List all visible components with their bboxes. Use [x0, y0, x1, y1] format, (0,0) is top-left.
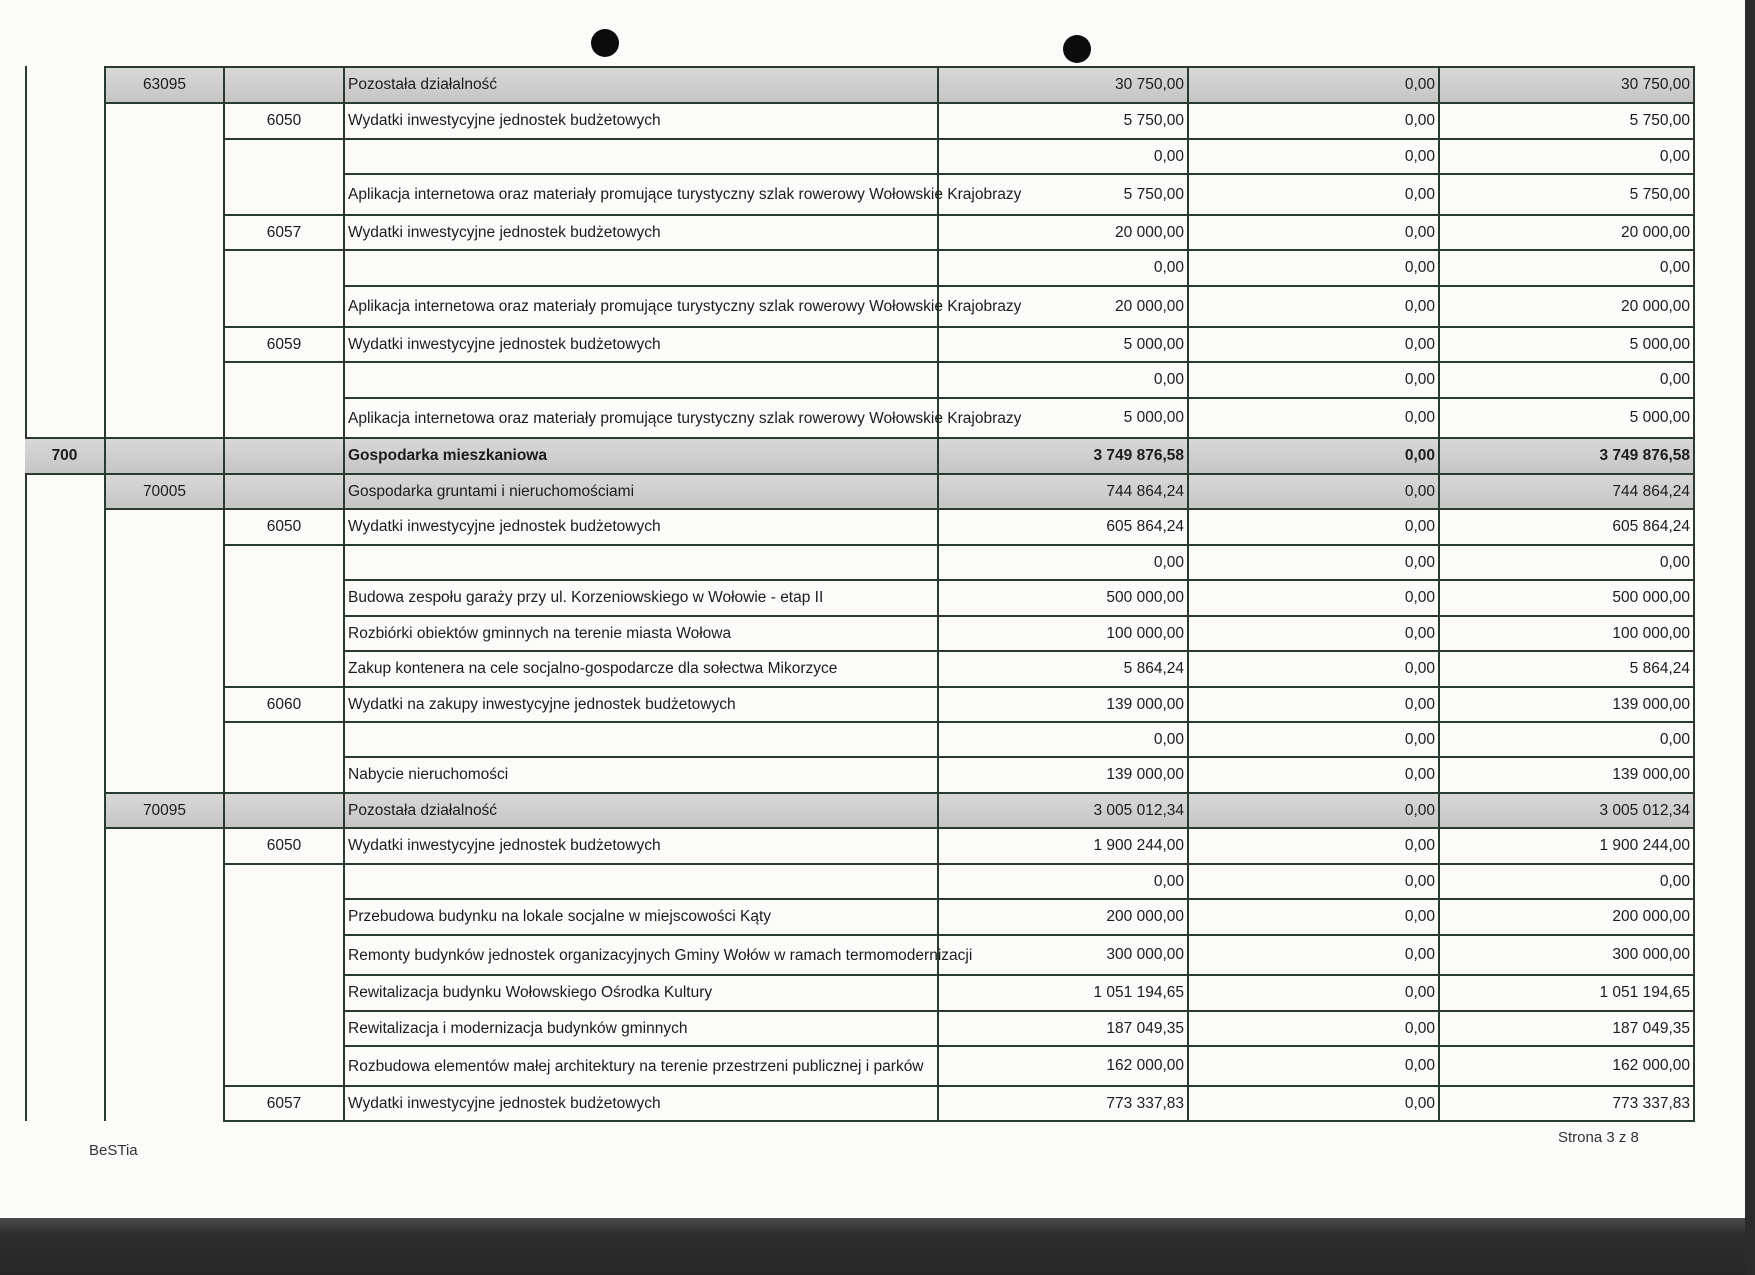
task-name: Pozostała działalność — [344, 67, 938, 103]
paragraf-blank — [224, 864, 344, 899]
amount-after: 200 000,00 — [1439, 899, 1694, 935]
amount-plan: 0,00 — [938, 722, 1188, 757]
amount-after: 1 051 194,65 — [1439, 975, 1694, 1011]
dzial-blank — [25, 1086, 105, 1121]
dzial-blank — [25, 509, 105, 545]
task-name: Wydatki inwestycyjne jednostek budżetowych — [344, 509, 938, 545]
table-row — [25, 174, 1694, 215]
amount-change: 0,00 — [1188, 1011, 1439, 1046]
task-name: Gospodarka mieszkaniowa — [344, 438, 938, 474]
amount-plan: 5 000,00 — [938, 398, 1188, 438]
dzial-blank — [25, 793, 105, 828]
dzial-blank — [25, 975, 105, 1011]
amount-after: 744 864,24 — [1439, 474, 1694, 509]
amount-plan: 5 750,00 — [938, 174, 1188, 215]
task-name: Zakup kontenera na cele socjalno-gospodarcze dla sołectwa Mikorzyce — [344, 651, 938, 687]
dzial-blank — [25, 67, 105, 103]
table-row — [25, 103, 1694, 139]
paragraf-blank — [224, 362, 344, 398]
page-number: Strona 3 z 8 — [1558, 1129, 1639, 1146]
amount-change: 0,00 — [1188, 362, 1439, 398]
amount-after: 1 900 244,00 — [1439, 828, 1694, 864]
amount-plan: 139 000,00 — [938, 757, 1188, 793]
paragraf-blank — [224, 975, 344, 1011]
amount-plan: 200 000,00 — [938, 899, 1188, 935]
dzial-blank — [25, 864, 105, 899]
amount-after: 0,00 — [1439, 139, 1694, 174]
amount-plan: 773 337,83 — [938, 1086, 1188, 1121]
rozdzial-blank — [105, 757, 224, 793]
rozdzial-blank — [105, 545, 224, 580]
table-row — [25, 580, 1694, 616]
rozdzial-blank — [105, 1011, 224, 1046]
task-name — [344, 362, 938, 398]
amount-change: 0,00 — [1188, 67, 1439, 103]
amount-change: 0,00 — [1188, 899, 1439, 935]
amount-plan: 0,00 — [938, 545, 1188, 580]
rozdzial-blank — [105, 651, 224, 687]
task-name: Aplikacja internetowa oraz materiały promujące turystyczny szlak rowerowy Wołowskie Krajobrazy — [344, 174, 938, 215]
amount-change: 0,00 — [1188, 975, 1439, 1011]
amount-after: 0,00 — [1439, 864, 1694, 899]
dzial-blank — [25, 899, 105, 935]
amount-plan: 744 864,24 — [938, 474, 1188, 509]
dzial-blank — [25, 139, 105, 174]
amount-plan: 3 749 876,58 — [938, 438, 1188, 474]
table-row — [25, 975, 1694, 1011]
amount-after: 605 864,24 — [1439, 509, 1694, 545]
rozdzial-blank — [105, 935, 224, 975]
dzial-blank — [25, 580, 105, 616]
amount-after: 5 750,00 — [1439, 103, 1694, 139]
rozdzial-blank — [105, 899, 224, 935]
amount-change: 0,00 — [1188, 509, 1439, 545]
task-name — [344, 864, 938, 899]
dzial-blank — [25, 103, 105, 139]
amount-after: 5 864,24 — [1439, 651, 1694, 687]
amount-after: 773 337,83 — [1439, 1086, 1694, 1121]
amount-change: 0,00 — [1188, 1046, 1439, 1086]
paragraf-blank — [224, 286, 344, 327]
dzial-blank — [25, 1046, 105, 1086]
table-row — [25, 722, 1694, 757]
paragraf-blank — [224, 899, 344, 935]
table-row — [25, 651, 1694, 687]
amount-plan: 30 750,00 — [938, 67, 1188, 103]
amount-change: 0,00 — [1188, 250, 1439, 286]
table-row — [25, 757, 1694, 793]
amount-after: 20 000,00 — [1439, 215, 1694, 250]
paragraf-blank — [224, 1046, 344, 1086]
dzial-blank — [25, 327, 105, 362]
dzial-blank — [25, 757, 105, 793]
amount-after: 0,00 — [1439, 250, 1694, 286]
table-row — [25, 327, 1694, 362]
amount-after: 139 000,00 — [1439, 687, 1694, 722]
paragraf-code: 6059 — [224, 327, 344, 362]
rozdzial-code: 70095 — [105, 793, 224, 828]
paragraf-blank — [224, 545, 344, 580]
amount-change: 0,00 — [1188, 616, 1439, 651]
table-row — [25, 864, 1694, 899]
amount-plan: 605 864,24 — [938, 509, 1188, 545]
paragraf-code: 6060 — [224, 687, 344, 722]
rozdzial-code: 70005 — [105, 474, 224, 509]
table-row — [25, 899, 1694, 935]
rozdzial-blank — [105, 1046, 224, 1086]
punch-hole-left — [591, 29, 619, 57]
amount-change: 0,00 — [1188, 864, 1439, 899]
paragraf-blank — [224, 722, 344, 757]
dzial-blank — [25, 935, 105, 975]
amount-plan: 0,00 — [938, 864, 1188, 899]
dzial-blank — [25, 215, 105, 250]
task-name: Nabycie nieruchomości — [344, 757, 938, 793]
amount-change: 0,00 — [1188, 474, 1439, 509]
paragraf-code — [224, 67, 344, 103]
table-row — [25, 398, 1694, 438]
paragraf-blank — [224, 174, 344, 215]
amount-plan: 5 000,00 — [938, 327, 1188, 362]
task-name — [344, 722, 938, 757]
task-name: Remonty budynków jednostek organizacyjnych Gminy Wołów w ramach termomodernizacji — [344, 935, 938, 975]
amount-plan: 1 051 194,65 — [938, 975, 1188, 1011]
dzial-blank — [25, 474, 105, 509]
task-name: Rewitalizacja i modernizacja budynków gminnych — [344, 1011, 938, 1046]
table-row — [25, 935, 1694, 975]
table-body — [25, 67, 1694, 1121]
rozdzial-blank — [105, 327, 224, 362]
task-name — [344, 139, 938, 174]
paragraf-blank — [224, 1011, 344, 1046]
rozdzial-blank — [105, 828, 224, 864]
amount-after: 0,00 — [1439, 362, 1694, 398]
amount-change: 0,00 — [1188, 398, 1439, 438]
paragraf-blank — [224, 935, 344, 975]
rozdzial-blank — [105, 580, 224, 616]
table-row — [25, 616, 1694, 651]
task-name: Przebudowa budynku na lokale socjalne w miejscowości Kąty — [344, 899, 938, 935]
amount-change: 0,00 — [1188, 327, 1439, 362]
paragraf-blank — [224, 580, 344, 616]
table-row — [25, 438, 1694, 474]
amount-plan: 100 000,00 — [938, 616, 1188, 651]
table-row — [25, 250, 1694, 286]
amount-change: 0,00 — [1188, 215, 1439, 250]
amount-after: 5 750,00 — [1439, 174, 1694, 215]
amount-plan: 300 000,00 — [938, 935, 1188, 975]
amount-after: 187 049,35 — [1439, 1011, 1694, 1046]
table-row — [25, 509, 1694, 545]
amount-plan: 500 000,00 — [938, 580, 1188, 616]
rozdzial-code — [105, 438, 224, 474]
scanner-edge — [1745, 0, 1755, 1275]
task-name: Pozostała działalność — [344, 793, 938, 828]
task-name: Wydatki inwestycyjne jednostek budżetowych — [344, 215, 938, 250]
amount-after: 500 000,00 — [1439, 580, 1694, 616]
amount-change: 0,00 — [1188, 757, 1439, 793]
rozdzial-blank — [105, 398, 224, 438]
amount-after: 3 749 876,58 — [1439, 438, 1694, 474]
paragraf-code — [224, 793, 344, 828]
table-row — [25, 1046, 1694, 1086]
task-name: Rozbiórki obiektów gminnych na terenie miasta Wołowa — [344, 616, 938, 651]
amount-change: 0,00 — [1188, 722, 1439, 757]
amount-change: 0,00 — [1188, 286, 1439, 327]
rozdzial-blank — [105, 215, 224, 250]
expenditure-table — [25, 66, 1695, 1122]
amount-plan: 20 000,00 — [938, 215, 1188, 250]
amount-change: 0,00 — [1188, 174, 1439, 215]
rozdzial-blank — [105, 286, 224, 327]
paragraf-code: 6050 — [224, 828, 344, 864]
task-name: Aplikacja internetowa oraz materiały promujące turystyczny szlak rowerowy Wołowskie Krajobrazy — [344, 286, 938, 327]
rozdzial-code: 63095 — [105, 67, 224, 103]
dzial-blank — [25, 828, 105, 864]
paragraf-blank — [224, 250, 344, 286]
amount-plan: 5 864,24 — [938, 651, 1188, 687]
dzial-code: 700 — [25, 438, 105, 474]
amount-plan: 162 000,00 — [938, 1046, 1188, 1086]
amount-change: 0,00 — [1188, 545, 1439, 580]
dzial-blank — [25, 616, 105, 651]
table-row — [25, 1086, 1694, 1121]
paragraf-code: 6057 — [224, 215, 344, 250]
table-row — [25, 362, 1694, 398]
amount-after: 300 000,00 — [1439, 935, 1694, 975]
dzial-blank — [25, 250, 105, 286]
rozdzial-blank — [105, 687, 224, 722]
amount-plan: 20 000,00 — [938, 286, 1188, 327]
dzial-blank — [25, 362, 105, 398]
table-row — [25, 1011, 1694, 1046]
amount-plan: 0,00 — [938, 362, 1188, 398]
amount-after: 162 000,00 — [1439, 1046, 1694, 1086]
software-label: BeSTia — [89, 1142, 138, 1159]
paragraf-blank — [224, 139, 344, 174]
rozdzial-blank — [105, 139, 224, 174]
rozdzial-blank — [105, 616, 224, 651]
amount-change: 0,00 — [1188, 935, 1439, 975]
table-row — [25, 474, 1694, 509]
rozdzial-blank — [105, 864, 224, 899]
dzial-blank — [25, 286, 105, 327]
dzial-blank — [25, 651, 105, 687]
amount-after: 3 005 012,34 — [1439, 793, 1694, 828]
amount-plan: 5 750,00 — [938, 103, 1188, 139]
amount-change: 0,00 — [1188, 1086, 1439, 1121]
task-name: Rozbudowa elementów małej architektury na terenie przestrzeni publicznej i parków — [344, 1046, 938, 1086]
rozdzial-blank — [105, 722, 224, 757]
amount-change: 0,00 — [1188, 580, 1439, 616]
task-name: Budowa zespołu garaży przy ul. Korzeniowskiego w Wołowie - etap II — [344, 580, 938, 616]
amount-change: 0,00 — [1188, 103, 1439, 139]
table-row — [25, 67, 1694, 103]
amount-after: 20 000,00 — [1439, 286, 1694, 327]
amount-plan: 1 900 244,00 — [938, 828, 1188, 864]
amount-plan: 139 000,00 — [938, 687, 1188, 722]
paragraf-code — [224, 474, 344, 509]
table-row — [25, 215, 1694, 250]
amount-change: 0,00 — [1188, 651, 1439, 687]
rozdzial-blank — [105, 509, 224, 545]
amount-plan: 0,00 — [938, 250, 1188, 286]
table-row — [25, 545, 1694, 580]
amount-change: 0,00 — [1188, 687, 1439, 722]
amount-change: 0,00 — [1188, 438, 1439, 474]
paragraf-code — [224, 438, 344, 474]
amount-change: 0,00 — [1188, 139, 1439, 174]
paragraf-blank — [224, 757, 344, 793]
rozdzial-blank — [105, 250, 224, 286]
amount-after: 139 000,00 — [1439, 757, 1694, 793]
rozdzial-blank — [105, 362, 224, 398]
task-name: Gospodarka gruntami i nieruchomościami — [344, 474, 938, 509]
dzial-blank — [25, 1011, 105, 1046]
dzial-blank — [25, 174, 105, 215]
paragraf-blank — [224, 616, 344, 651]
dzial-blank — [25, 722, 105, 757]
task-name: Aplikacja internetowa oraz materiały promujące turystyczny szlak rowerowy Wołowskie Krajobrazy — [344, 398, 938, 438]
dzial-blank — [25, 398, 105, 438]
table-row — [25, 793, 1694, 828]
task-name: Rewitalizacja budynku Wołowskiego Ośrodka Kultury — [344, 975, 938, 1011]
scanner-background — [0, 1218, 1755, 1275]
paragraf-blank — [224, 398, 344, 438]
rozdzial-blank — [105, 174, 224, 215]
amount-plan: 0,00 — [938, 139, 1188, 174]
rozdzial-blank — [105, 1086, 224, 1121]
amount-after: 0,00 — [1439, 722, 1694, 757]
amount-plan: 3 005 012,34 — [938, 793, 1188, 828]
amount-after: 0,00 — [1439, 545, 1694, 580]
rozdzial-blank — [105, 975, 224, 1011]
dzial-blank — [25, 545, 105, 580]
task-name: Wydatki inwestycyjne jednostek budżetowych — [344, 828, 938, 864]
paragraf-code: 6050 — [224, 509, 344, 545]
punch-hole-right — [1063, 35, 1091, 63]
rozdzial-blank — [105, 103, 224, 139]
amount-after: 5 000,00 — [1439, 327, 1694, 362]
table-row — [25, 286, 1694, 327]
task-name — [344, 250, 938, 286]
task-name — [344, 545, 938, 580]
amount-plan: 187 049,35 — [938, 1011, 1188, 1046]
amount-change: 0,00 — [1188, 793, 1439, 828]
task-name: Wydatki inwestycyjne jednostek budżetowych — [344, 103, 938, 139]
dzial-blank — [25, 687, 105, 722]
table-row — [25, 139, 1694, 174]
amount-change: 0,00 — [1188, 828, 1439, 864]
task-name: Wydatki na zakupy inwestycyjne jednostek budżetowych — [344, 687, 938, 722]
amount-after: 30 750,00 — [1439, 67, 1694, 103]
table-row — [25, 687, 1694, 722]
paragraf-code: 6050 — [224, 103, 344, 139]
paragraf-blank — [224, 651, 344, 687]
table-row — [25, 828, 1694, 864]
amount-after: 5 000,00 — [1439, 398, 1694, 438]
task-name: Wydatki inwestycyjne jednostek budżetowych — [344, 327, 938, 362]
task-name: Wydatki inwestycyjne jednostek budżetowych — [344, 1086, 938, 1121]
amount-after: 100 000,00 — [1439, 616, 1694, 651]
paragraf-code: 6057 — [224, 1086, 344, 1121]
